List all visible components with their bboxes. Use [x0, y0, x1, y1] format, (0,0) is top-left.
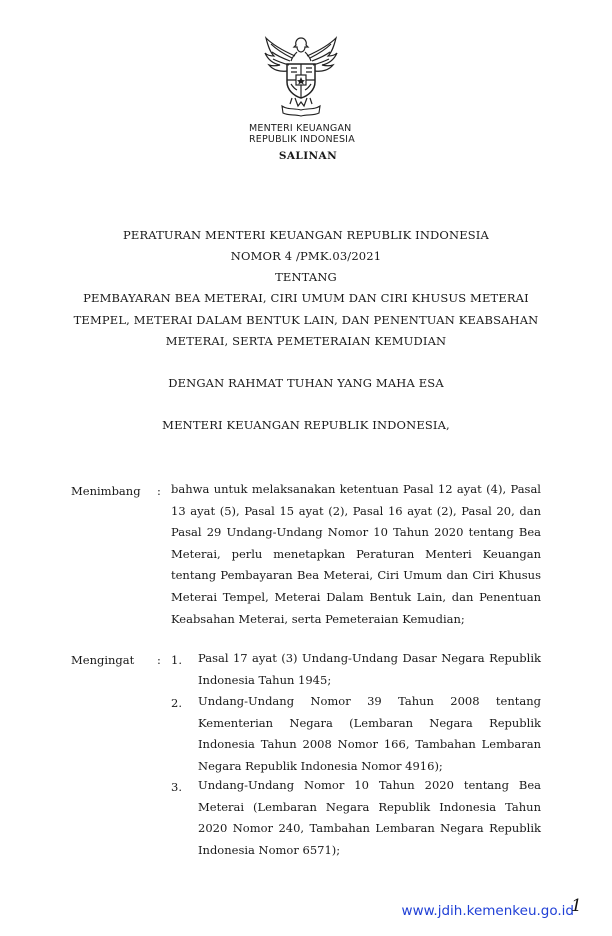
menimbang-colon: : [157, 484, 161, 498]
regulation-number: NOMOR 4 /PMK.03/2021 [230, 249, 382, 263]
menimbang-label: Menimbang [71, 484, 141, 498]
subject-line-2: TEMPEL, METERAI DALAM BENTUK LAIN, DAN PENENTUAN KEABSAHAN [73, 313, 539, 327]
copy-stamp: SALINAN [278, 150, 338, 162]
mengingat-colon: : [157, 653, 161, 667]
mengingat-item-1-number: 1. [171, 653, 182, 667]
tentang-heading: TENTANG [275, 270, 337, 284]
garuda-emblem-icon [262, 34, 340, 120]
menimbang-text: bahwa untuk melaksanakan ketentuan Pasal 12 ayat (4), Pasal 13 ayat (5), Pasal 15 ayat (2), Pasal 16 ayat (2), Pasal 20, dan Pasal 29 Undang-Undang Nomor 10 Tahun 2020 tentang Bea Meterai, perlu menetapkan Peraturan Menteri Keuangan tentang Pembayaran Bea Meterai, Ciri Umum dan Ciri Khusus Meterai Tempel, Meterai Dalam Bentuk Lain, dan Penentuan Keabsahan Meterai, serta Pemeteraian Kemudian; [171, 482, 541, 626]
country-name: REPUBLIK INDONESIA [249, 134, 355, 145]
mengingat-item-1-text: Pasal 17 ayat (3) Undang-Undang Dasar Negara Republik Indonesia Tahun 1945; [198, 651, 541, 687]
page-mark: 1 [571, 896, 582, 916]
subject-line-3: METERAI, SERTA PEMETERAIAN KEMUDIAN [165, 334, 447, 348]
mengingat-item-3-number: 3. [171, 780, 182, 794]
mengingat-item-3-text: Undang-Undang Nomor 10 Tahun 2020 tentang Bea Meterai (Lembaran Negara Republik Indonesia Tahun 2020 Nomor 240, Tambahan Lembaran Negara Republik Indonesia Nomor 6571); [198, 778, 541, 857]
minister-line: MENTERI KEUANGAN REPUBLIK INDONESIA, [162, 418, 450, 432]
mengingat-label: Mengingat [71, 653, 135, 667]
jdih-website-link[interactable]: www.jdih.kemenkeu.go.id [401, 903, 574, 919]
subject-line-1: PEMBAYARAN BEA METERAI, CIRI UMUM DAN CIRI KHUSUS METERAI [83, 291, 529, 305]
mengingat-item-2-text: Undang-Undang Nomor 39 Tahun 2008 tentang Kementerian Negara (Lembaran Negara Republik Indonesia Tahun 2008 Nomor 166, Tambahan Lembaran Negara Republik Indonesia Nomor 4916); [198, 694, 541, 773]
rahmat-line: DENGAN RAHMAT TUHAN YANG MAHA ESA [168, 376, 444, 390]
regulation-title: PERATURAN MENTERI KEUANGAN REPUBLIK INDONESIA [123, 228, 489, 242]
ministry-name: MENTERI KEUANGAN [249, 123, 352, 134]
mengingat-item-2-number: 2. [171, 696, 182, 710]
